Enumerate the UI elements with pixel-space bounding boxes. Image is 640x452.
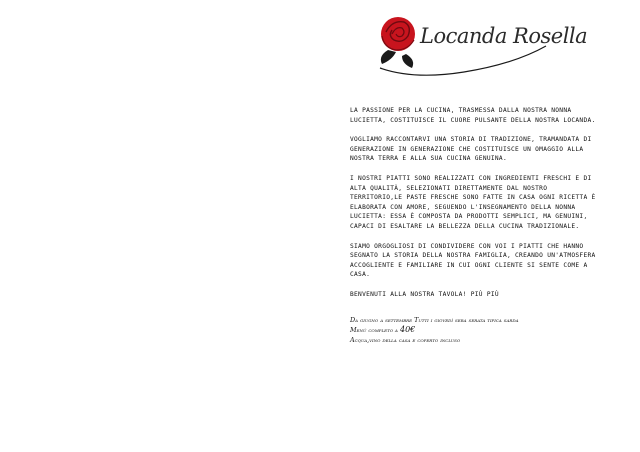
paragraph-family: SIAMO ORGOGLIOSI DI CONDIVIDERE CON VOI I PIATTI CHE HANNO SEGNATO LA STORIA DELLA NOSTRA FAMIGLIA, CREANDO UN'ATMOSFERA ACCOGLIENTE E FAMILIARE IN CUI OGNI CLIENTE SI SENTE COME A CASA.	[350, 242, 596, 279]
logo	[374, 10, 588, 80]
special-included: Acqua,vino della casa e coperto incluso	[350, 335, 461, 344]
special-menu-price: 40€	[399, 325, 416, 335]
paragraph-welcome: BENVENUTI ALLA NOSTRA TAVOLA! PIÙ PIÙ	[350, 290, 499, 298]
special-schedule: Da giugno a settembre Tutti i giovedì sera serata tipica sarda	[350, 315, 519, 324]
special-menu-label: Menù completo a	[350, 326, 398, 335]
special-menu	[350, 325, 600, 336]
paragraph-story: VOGLIAMO RACCONTARVI UNA STORIA DI TRADIZIONE, TRAMANDATA DI GENERAZIONE IN GENERAZIONE CHE COSTITUISCE UN OMAGGIO ALLA NOSTRA TERRA E ALLA SUA CUCINA GENUINA.	[350, 136, 592, 163]
paragraph-intro: LA PASSIONE PER LA CUCINA, TRASMESSA DALLA NOSTRA NONNA LUCIETTA, COSTITUISCE IL CUORE PULSANTE DELLA NOSTRA LOCANDA.	[350, 107, 596, 124]
brand-name: Locanda Rosella	[420, 24, 588, 48]
paragraph-dishes: I NOSTRI PIATTI SONO REALIZZATI CON INGREDIENTI FRESCHI E DI ALTA QUALITÀ, SELEZIONATI DIRETTAMENTE DAL NOSTRO TERRITORIO,LE PASTE FRESCHE SONO FATTE IN CASA OGNI RICETTA È ELABORATA CON AMORE, SEGUENDO L'INSEGNAMENTO DELLA NONNA LUCIETTA: ESSA È COMPOSTA DA PRODOTTI SEMPLICI, MA GENUINI, CAPACI DI ESALTARE LA BELLEZZA DELLA CUCINA TRADIZIONALE.	[350, 174, 596, 230]
special-offer	[350, 316, 600, 346]
about-text	[350, 106, 600, 345]
